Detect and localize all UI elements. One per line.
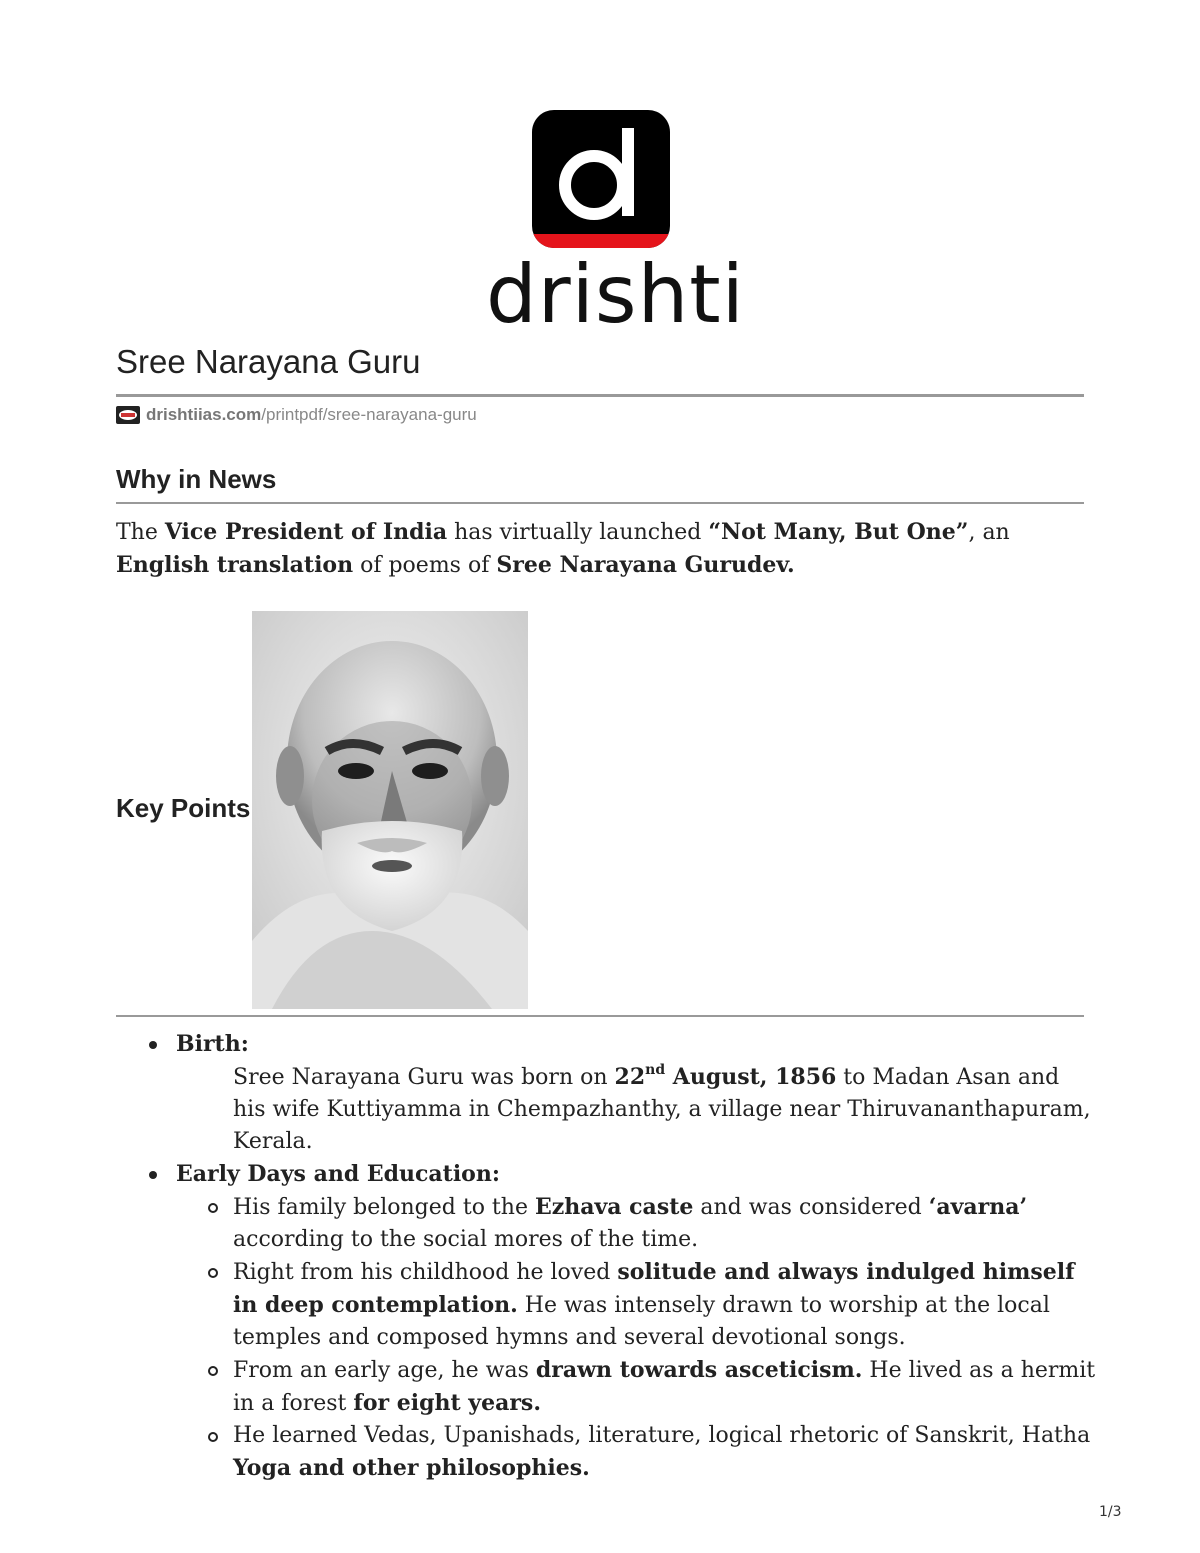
source-link[interactable] <box>116 405 477 425</box>
bold-text: Yoga and other philosophies. <box>233 1455 590 1481</box>
news-paragraph <box>116 516 1084 582</box>
bold-text: for eight years. <box>353 1390 541 1416</box>
section-divider <box>116 502 1084 504</box>
text: The <box>116 520 165 545</box>
birth-label: Birth: <box>176 1031 249 1057</box>
text: Right from his childhood he loved <box>233 1260 618 1285</box>
text: to Madan Asan and his wife Kuttiyamma in Chempazhanthy, a village near Thiruvananthapuram, Kerala. <box>233 1065 1091 1154</box>
page-title: Sree Narayana Guru <box>116 343 421 380</box>
text: according to the social mores of the time. <box>233 1227 699 1252</box>
key-points-list <box>116 1028 1096 1485</box>
list-item <box>116 1158 1096 1191</box>
early-days-label: Early Days and Education: <box>176 1161 500 1187</box>
list-item <box>116 1354 1096 1420</box>
bold-text: drawn towards asceticism. <box>535 1357 863 1383</box>
text: He was intensely drawn to worship at the local temples and composed hymns and several devotional songs. <box>233 1293 1050 1350</box>
bullet-disc-icon <box>149 1041 157 1049</box>
list-item-body <box>116 1061 1096 1158</box>
list-item <box>116 1420 1096 1485</box>
bullet-circle-icon <box>208 1268 218 1278</box>
bold-text: Sree Narayana Gurudev. <box>496 552 795 578</box>
text: , an <box>968 520 1010 545</box>
text: He learned Vedas, Upanishads, literature, logical rhetoric of Sanskrit, Hatha <box>233 1423 1091 1448</box>
key-points-heading: Key Points <box>116 793 251 823</box>
text: He lived as a hermit in a forest <box>233 1358 1096 1416</box>
bold-text: Ezhava caste <box>534 1194 694 1220</box>
bold-text: English translation <box>116 552 354 578</box>
page-number: 1/3 <box>1099 1504 1122 1520</box>
bullet-circle-icon <box>208 1203 218 1213</box>
bold-text: Vice President of India <box>164 519 448 545</box>
source-domain: drishtiias.com <box>146 405 262 424</box>
bullet-circle-icon <box>208 1366 218 1376</box>
text: and was considered <box>693 1195 929 1220</box>
list-item <box>116 1191 1096 1256</box>
bold-text: August, 1856 <box>665 1064 837 1090</box>
text: Sree Narayana Guru was born on <box>233 1065 615 1090</box>
text: has virtually launched <box>447 520 709 545</box>
source-path: /printpdf/sree-narayana-guru <box>261 405 477 424</box>
drishti-logo <box>486 110 745 341</box>
why-in-news-heading: Why in News <box>116 464 277 494</box>
bold-text: “Not Many, But One” <box>708 519 969 545</box>
bold-text: solitude and always indulged himself in deep contemplation. <box>233 1259 1075 1318</box>
drishti-favicon-icon <box>116 406 140 424</box>
superscript: nd <box>645 1061 666 1078</box>
bullet-disc-icon <box>149 1171 157 1179</box>
key-points-divider <box>116 1015 1084 1017</box>
text: His family belonged to the <box>233 1195 535 1220</box>
title-divider <box>116 394 1084 397</box>
bold-text: 22 <box>614 1064 646 1090</box>
list-item <box>116 1256 1096 1354</box>
drishti-d-logo-icon <box>532 110 670 248</box>
text: From an early age, he was <box>233 1358 536 1383</box>
bold-text: ‘avarna’ <box>928 1194 1028 1220</box>
text: of poems of <box>353 553 497 578</box>
bullet-circle-icon <box>208 1432 218 1442</box>
drishti-wordmark: drishti <box>486 248 745 341</box>
portrait-photo-icon <box>252 611 528 1009</box>
list-item <box>116 1028 1096 1061</box>
